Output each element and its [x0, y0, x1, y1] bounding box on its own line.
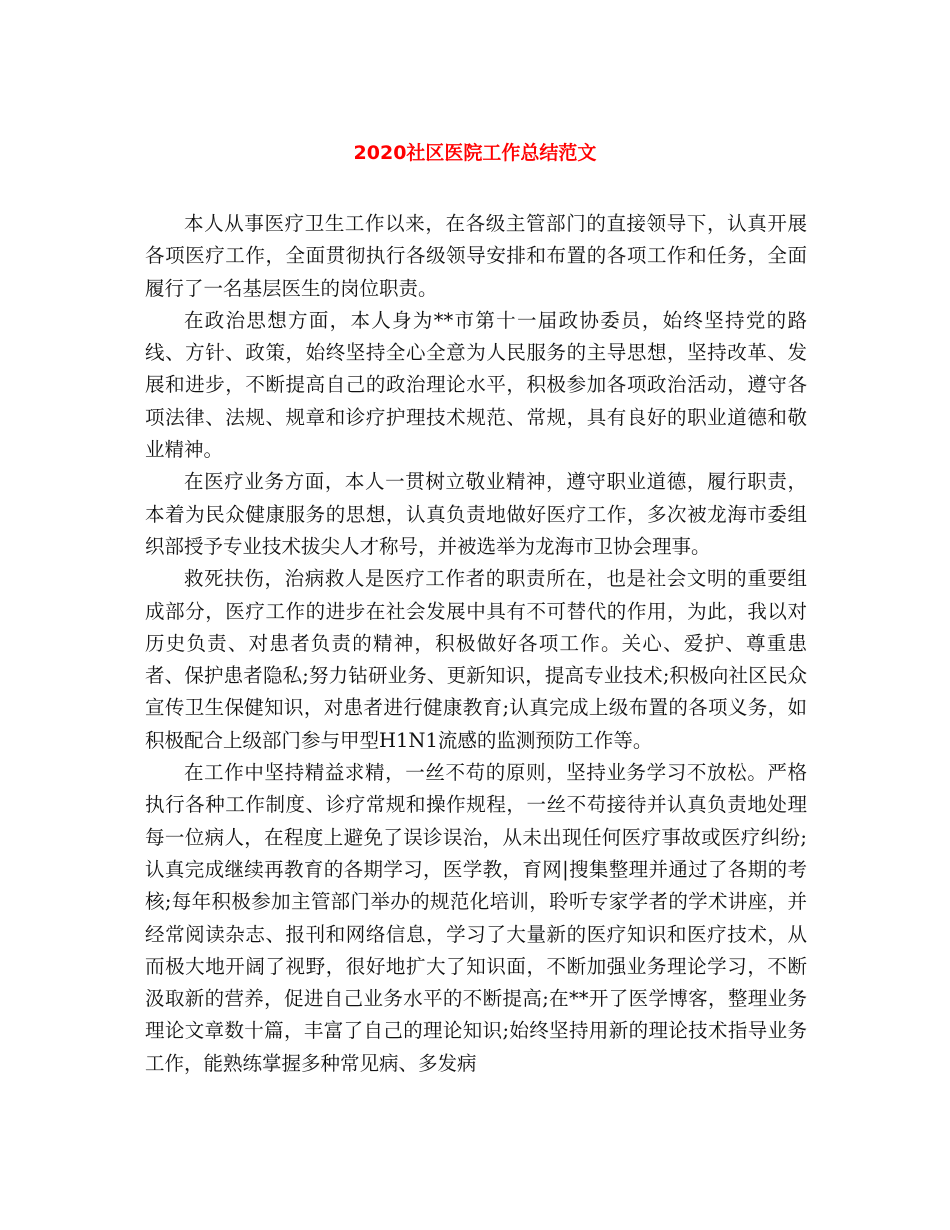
paragraph-medical-work: 在医疗业务方面，本人一贯树立敬业精神，遵守职业道德，履行职责，本着为民众健康服务的思想，认真负责地做好医疗工作，多次被龙海市委组织部授予专业技术拔尖人才称号，并被选举为龙海市卫协会理事。	[145, 470, 807, 558]
paragraph-political: 在政治思想方面，本人身为**市第十一届政协委员，始终坚持党的路线、方针、政策，始终坚持全心全意为人民服务的主导思想，坚持改革、发展和进步，不断提高自己的政治理论水平，积极参加各项政治活动，遵守各项法律、法规、规章和诊疗护理技术规范、常规，具有良好的职业道德和敬业精神。	[145, 308, 807, 462]
document-title: 2020社区医院工作总结范文	[353, 142, 597, 164]
paragraph-duty: 救死扶伤，治病救人是医疗工作者的职责所在，也是社会文明的重要组成部分，医疗工作的进步在社会发展中具有不可替代的作用，为此，我以对历史负责、对患者负责的精神，积极做好各项工作。关心、爱护、尊重患者、保护患者隐私;努力钻研业务、更新知识，提高专业技术;积极向社区民众宣传卫生保健知识，对患者进行健康教育;认真完成上级布置的各项义务，如积极配合上级部门参与甲型H1N1流感的监测预防工作等。	[145, 567, 807, 752]
paragraph-intro: 本人从事医疗卫生工作以来，在各级主管部门的直接领导下，认真开展各项医疗工作，全面贯彻执行各级领导安排和布置的各项工作和任务，全面履行了一名基层医生的岗位职责。	[145, 212, 807, 300]
paragraph-study: 在工作中坚持精益求精，一丝不苟的原则，坚持业务学习不放松。严格执行各种工作制度、诊疗常规和操作规程，一丝不苟接待并认真负责地处理每一位病人，在程度上避免了误诊误治，从未出现任何医疗事故或医疗纠纷;认真完成继续再教育的各期学习，医学教，育网|搜集整理并通过了各期的考核;每年积极参加主管部门举办的规范化培训，聆听专家学者的学术讲座，并经常阅读杂志、报刊和网络信息，学习了大量新的医疗知识和医疗技术，从而极大地开阔了视野，很好地扩大了知识面，不断加强业务理论学习，不断汲取新的营养，促进自己业务水平的不断提高;在**开了医学博客，整理业务理论文章数十篇，丰富了自己的理论知识;始终坚持用新的理论技术指导业务工作，能熟练掌握多种常见病、多发病	[145, 761, 807, 1075]
document-body	[145, 208, 807, 1080]
